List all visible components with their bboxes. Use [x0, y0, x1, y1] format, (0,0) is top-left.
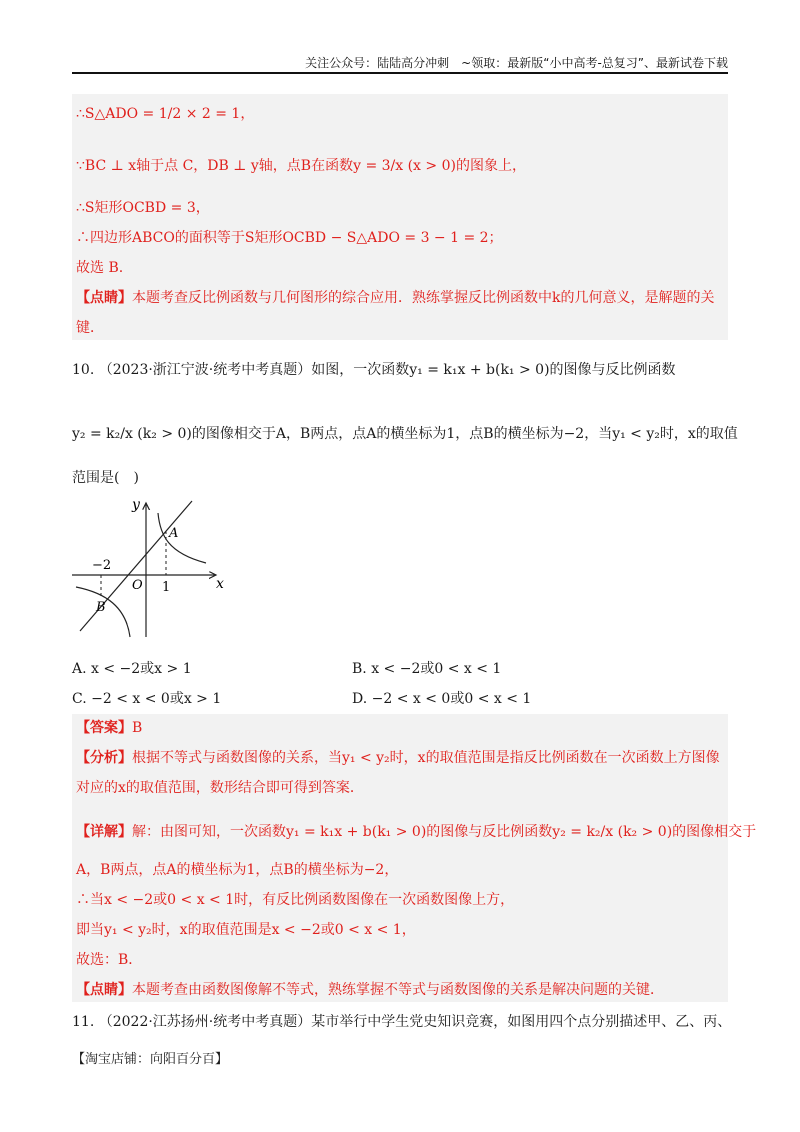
- q10-stem-line1: [72, 360, 676, 380]
- option-b-key: B.: [352, 661, 367, 677]
- analysis-line-1: [76, 748, 720, 768]
- comment-text: 本题考查由函数图像解不等式，熟练掌握不等式与函数图像的关系是解决问题的关键．: [132, 982, 664, 998]
- q10-source: （2023·浙江宁波·统考中考真题）: [98, 362, 312, 378]
- prev-comment-text: 本题考查反比例函数与几何图形的综合应用．熟练掌握反比例函数中k的几何意义，是解题的关: [132, 290, 715, 306]
- q10-stem-line3: 范围是( ): [72, 470, 139, 486]
- detail-line-1: [76, 822, 756, 842]
- prev-comment: [76, 288, 714, 308]
- graph-label-y: y: [132, 497, 140, 513]
- hyperbola-branch-1: [158, 513, 206, 563]
- detail-line-5: 故选：B．: [76, 952, 143, 968]
- answer-tag: 【答案】: [76, 720, 132, 736]
- analysis-line-2: 对应的x的取值范围，数形结合即可得到答案．: [76, 780, 364, 796]
- option-d[interactable]: [352, 688, 531, 708]
- graph-label-x: x: [216, 576, 224, 592]
- answer-value: B: [132, 720, 143, 736]
- q10-stem-line2: y₂ = k₂/x (k₂ > 0)的图像相交于A，B两点，点A的横坐标为1，点B的横坐标为−2，当y₁ < y₂时，x的取值: [72, 426, 738, 442]
- prev-line-2a: ∵BC ⊥ x轴于点 C，DB ⊥ y轴，点B在函数: [76, 158, 354, 174]
- graph-label-origin: O: [132, 578, 143, 593]
- comment-tag: 【点睛】: [76, 982, 132, 998]
- comment-line: [76, 980, 664, 1000]
- option-d-text: −2 < x < 0或0 < x < 1: [371, 691, 532, 707]
- detail-line-4: 即当y₁ < y₂时，x的取值范围是x < −2或0 < x < 1，: [76, 922, 416, 938]
- detail-tag: 【详解】: [76, 824, 132, 840]
- option-a-text: x < −2或x > 1: [91, 661, 192, 677]
- prev-line-1: ∴S△ADO = 1/2 × 2 = 1，: [76, 106, 255, 122]
- option-c-key: C.: [72, 691, 87, 707]
- page-header: 关注公众号：陆陆高分冲刺 ~领取：最新版“小中高考-总复习”、最新试卷下载: [305, 56, 728, 70]
- header-rule: [72, 72, 728, 74]
- prev-comment-tag: 【点睛】: [76, 290, 132, 306]
- q11-number: 11.: [72, 1014, 95, 1030]
- option-b[interactable]: [352, 658, 501, 678]
- q10-graph: [66, 495, 236, 645]
- analysis-tag: 【分析】: [76, 750, 132, 766]
- prev-line-2b: y = 3/x (x > 0)的图象上，: [353, 158, 526, 174]
- q11-source: （2022·江苏扬州·统考中考真题）: [98, 1014, 312, 1030]
- option-c-text: −2 < x < 0或x > 1: [91, 691, 222, 707]
- graph-label-neg2: −2: [92, 558, 112, 573]
- answer-line: [76, 718, 142, 738]
- option-a-key: A.: [72, 661, 87, 677]
- q11-stem: [72, 1012, 731, 1032]
- prev-line-4: ∴四边形ABCO的面积等于S矩形OCBD − S△ADO = 3 − 1 = 2；: [76, 230, 503, 246]
- option-a[interactable]: [72, 658, 192, 678]
- prev-line-3: ∴S矩形OCBD = 3，: [76, 200, 210, 216]
- detail-line-2: A，B两点，点A的横坐标为1，点B的横坐标为−2，: [76, 862, 399, 878]
- graph-label-b: B: [96, 600, 106, 615]
- prev-line-2: [76, 156, 526, 176]
- page-footer: 【淘宝店铺：向阳百分百】: [72, 1052, 229, 1067]
- graph-label-a: A: [169, 526, 179, 541]
- prev-comment-cont: 键．: [76, 320, 104, 336]
- graph-label-one: 1: [162, 580, 171, 595]
- option-d-key: D.: [352, 691, 368, 707]
- detail-text-1: 解：由图可知，一次函数y₁ = k₁x + b(k₁ > 0)的图像与反比例函数y₂ = k₂/x (k₂ > 0)的图像相交于: [132, 824, 757, 840]
- prev-line-5: 故选 B.: [76, 260, 124, 276]
- detail-line-3: ∴当x < −2或0 < x < 1时，有反比例函数图像在一次函数图像上方，: [76, 892, 515, 908]
- q11-text: 某市举行中学生党史知识竞赛，如图用四个点分别描述甲、乙、丙、: [311, 1014, 732, 1030]
- option-b-text: x < −2或0 < x < 1: [371, 661, 502, 677]
- analysis-text-1: 根据不等式与函数图像的关系，当y₁ < y₂时，x的取值范围是指反比例函数在一次函数上方图像: [132, 750, 720, 766]
- option-c[interactable]: [72, 688, 221, 708]
- q10-number: 10.: [72, 362, 95, 378]
- q10-stem1: 如图，一次函数y₁ = k₁x + b(k₁ > 0)的图像与反比例函数: [311, 362, 676, 378]
